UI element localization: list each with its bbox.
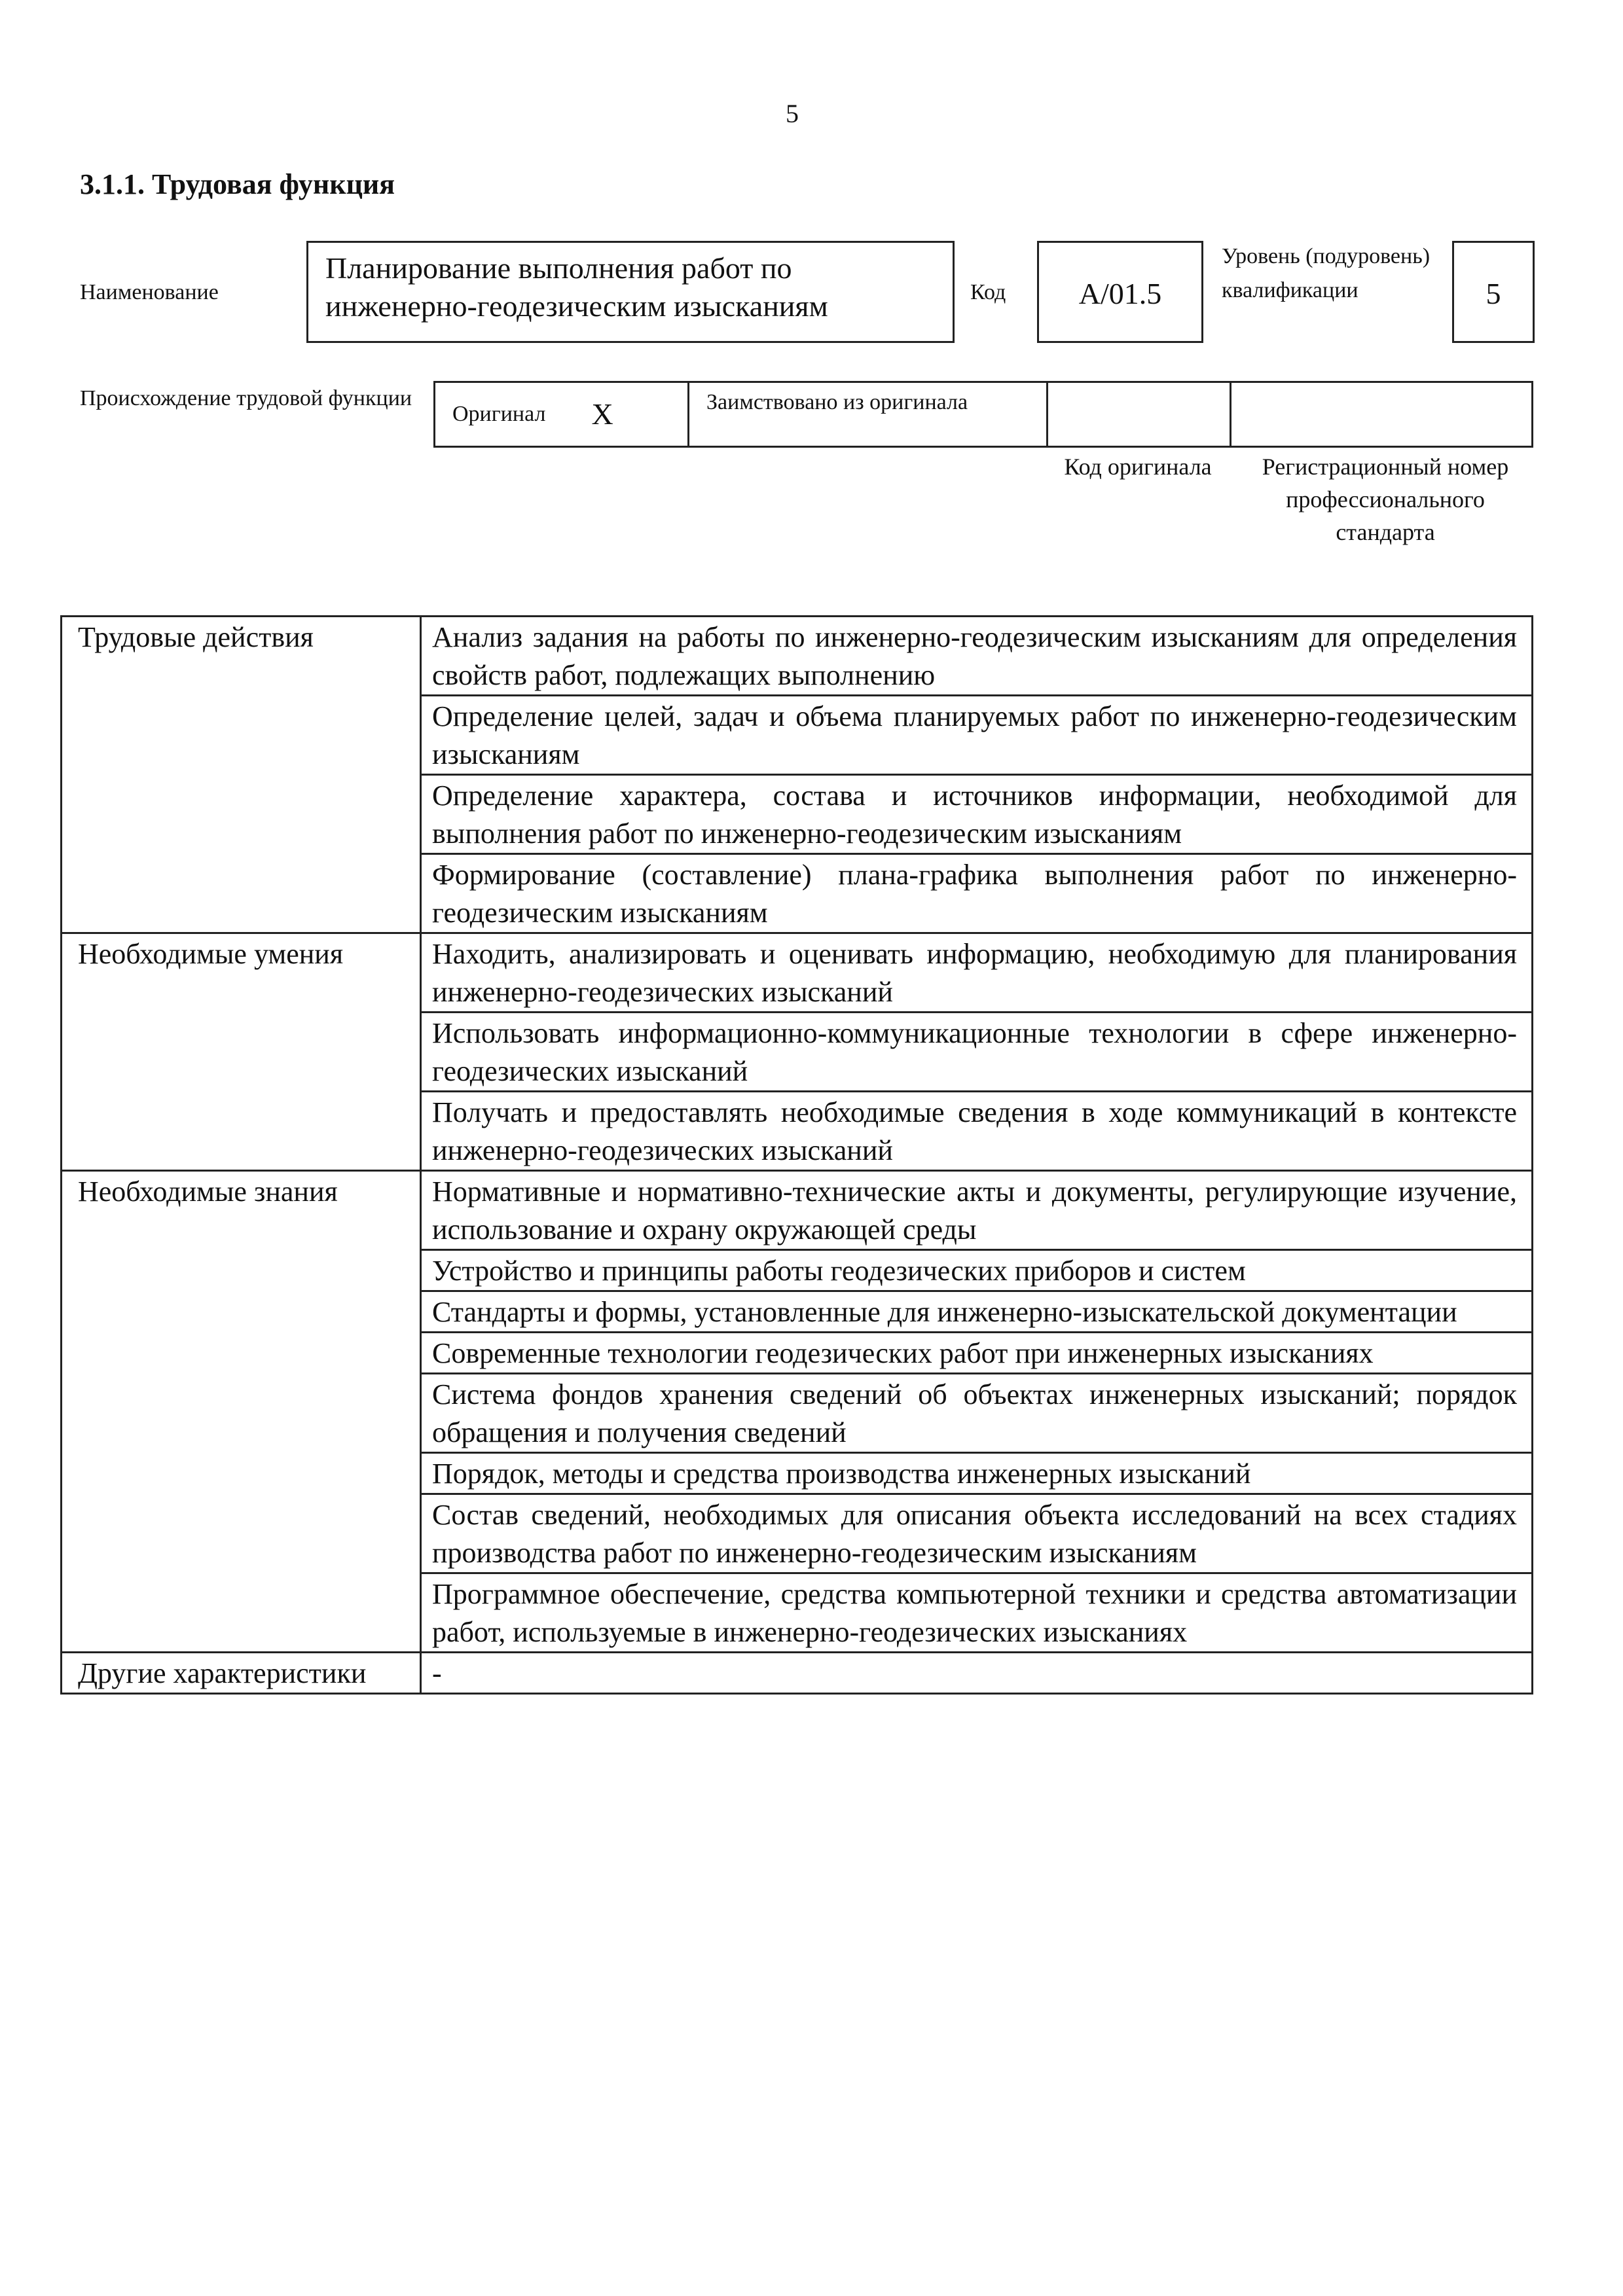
table-row: [62, 933, 1533, 1013]
borrowed-label: Заимствовано из оригинала: [689, 383, 1048, 446]
category-cell: Трудовые действия: [62, 617, 421, 933]
origin-row: [433, 381, 1533, 448]
category-cell: Необходимые знания: [62, 1171, 421, 1653]
item-cell: Стандарты и формы, установленные для инженерно-изыскательской документации: [421, 1291, 1533, 1333]
item-cell: Порядок, методы и средства производства инженерных изысканий: [421, 1453, 1533, 1494]
category-cell: Другие характеристики: [62, 1653, 421, 1694]
section-title: 3.1.1. Трудовая функция: [80, 168, 395, 200]
table-row: [62, 617, 1533, 696]
original-label: Оригинал: [452, 402, 546, 426]
item-cell: Состав сведений, необходимых для описания объекта исследований на всех стадиях производства работ по инженерно-геодезическим изысканиям: [421, 1494, 1533, 1573]
original-code-cell: [1048, 383, 1231, 446]
function-name-box: Планирование выполнения работ по инженерно-геодезическим изысканиям: [306, 241, 955, 343]
original-mark: X: [591, 397, 613, 431]
origin-original-cell: [435, 383, 689, 446]
origin-label: Происхождение трудовой функции: [80, 386, 412, 410]
qualification-level-box: 5: [1452, 241, 1535, 343]
function-code-box: А/01.5: [1037, 241, 1203, 343]
item-cell: Программное обеспечение, средства компьютерной техники и средства автоматизации работ, используемые в инженерно-геодезических изысканиях: [421, 1573, 1533, 1653]
original-code-caption: Код оригинала: [1064, 454, 1212, 480]
code-label: Код: [970, 280, 1006, 304]
qualification-level-label: Уровень (подуровень) квалификации: [1222, 244, 1431, 302]
item-cell: Получать и предоставлять необходимые сведения в ходе коммуникаций в контексте инженерно-геодезических изысканий: [421, 1092, 1533, 1171]
item-cell: Использовать информационно-коммуникационные технологии в сфере инженерно-геодезических изысканий: [421, 1013, 1533, 1092]
registration-number-cell: [1231, 383, 1531, 446]
item-cell: Система фондов хранения сведений об объектах инженерных изысканий; порядок обращения и получения сведений: [421, 1374, 1533, 1453]
page-number: 5: [786, 99, 799, 128]
item-cell: -: [421, 1653, 1533, 1694]
name-label: Наименование: [80, 280, 219, 304]
labor-function-table: [60, 615, 1533, 1695]
item-cell: Устройство и принципы работы геодезических приборов и систем: [421, 1250, 1533, 1291]
item-cell: Современные технологии геодезических работ при инженерных изысканиях: [421, 1333, 1533, 1374]
table-row: [62, 1171, 1533, 1250]
item-cell: Определение целей, задач и объема планируемых работ по инженерно-геодезическим изысканиям: [421, 696, 1533, 775]
item-cell: Нормативные и нормативно-технические акты и документы, регулирующие изучение, использование и охрану окружающей среды: [421, 1171, 1533, 1250]
item-cell: Находить, анализировать и оценивать информацию, необходимую для планирования инженерно-геодезических изысканий: [421, 933, 1533, 1013]
registration-number-caption: Регистрационный номер профессионального стандарта: [1262, 454, 1509, 545]
item-cell: Анализ задания на работы по инженерно-геодезическим изысканиям для определения свойств работ, подлежащих выполнению: [421, 617, 1533, 696]
category-cell: Необходимые умения: [62, 933, 421, 1171]
table-row: [62, 1653, 1533, 1694]
item-cell: Формирование (составление) плана-графика выполнения работ по инженерно-геодезическим изысканиям: [421, 854, 1533, 933]
item-cell: Определение характера, состава и источников информации, необходимой для выполнения работ по инженерно-геодезическим изысканиям: [421, 775, 1533, 854]
